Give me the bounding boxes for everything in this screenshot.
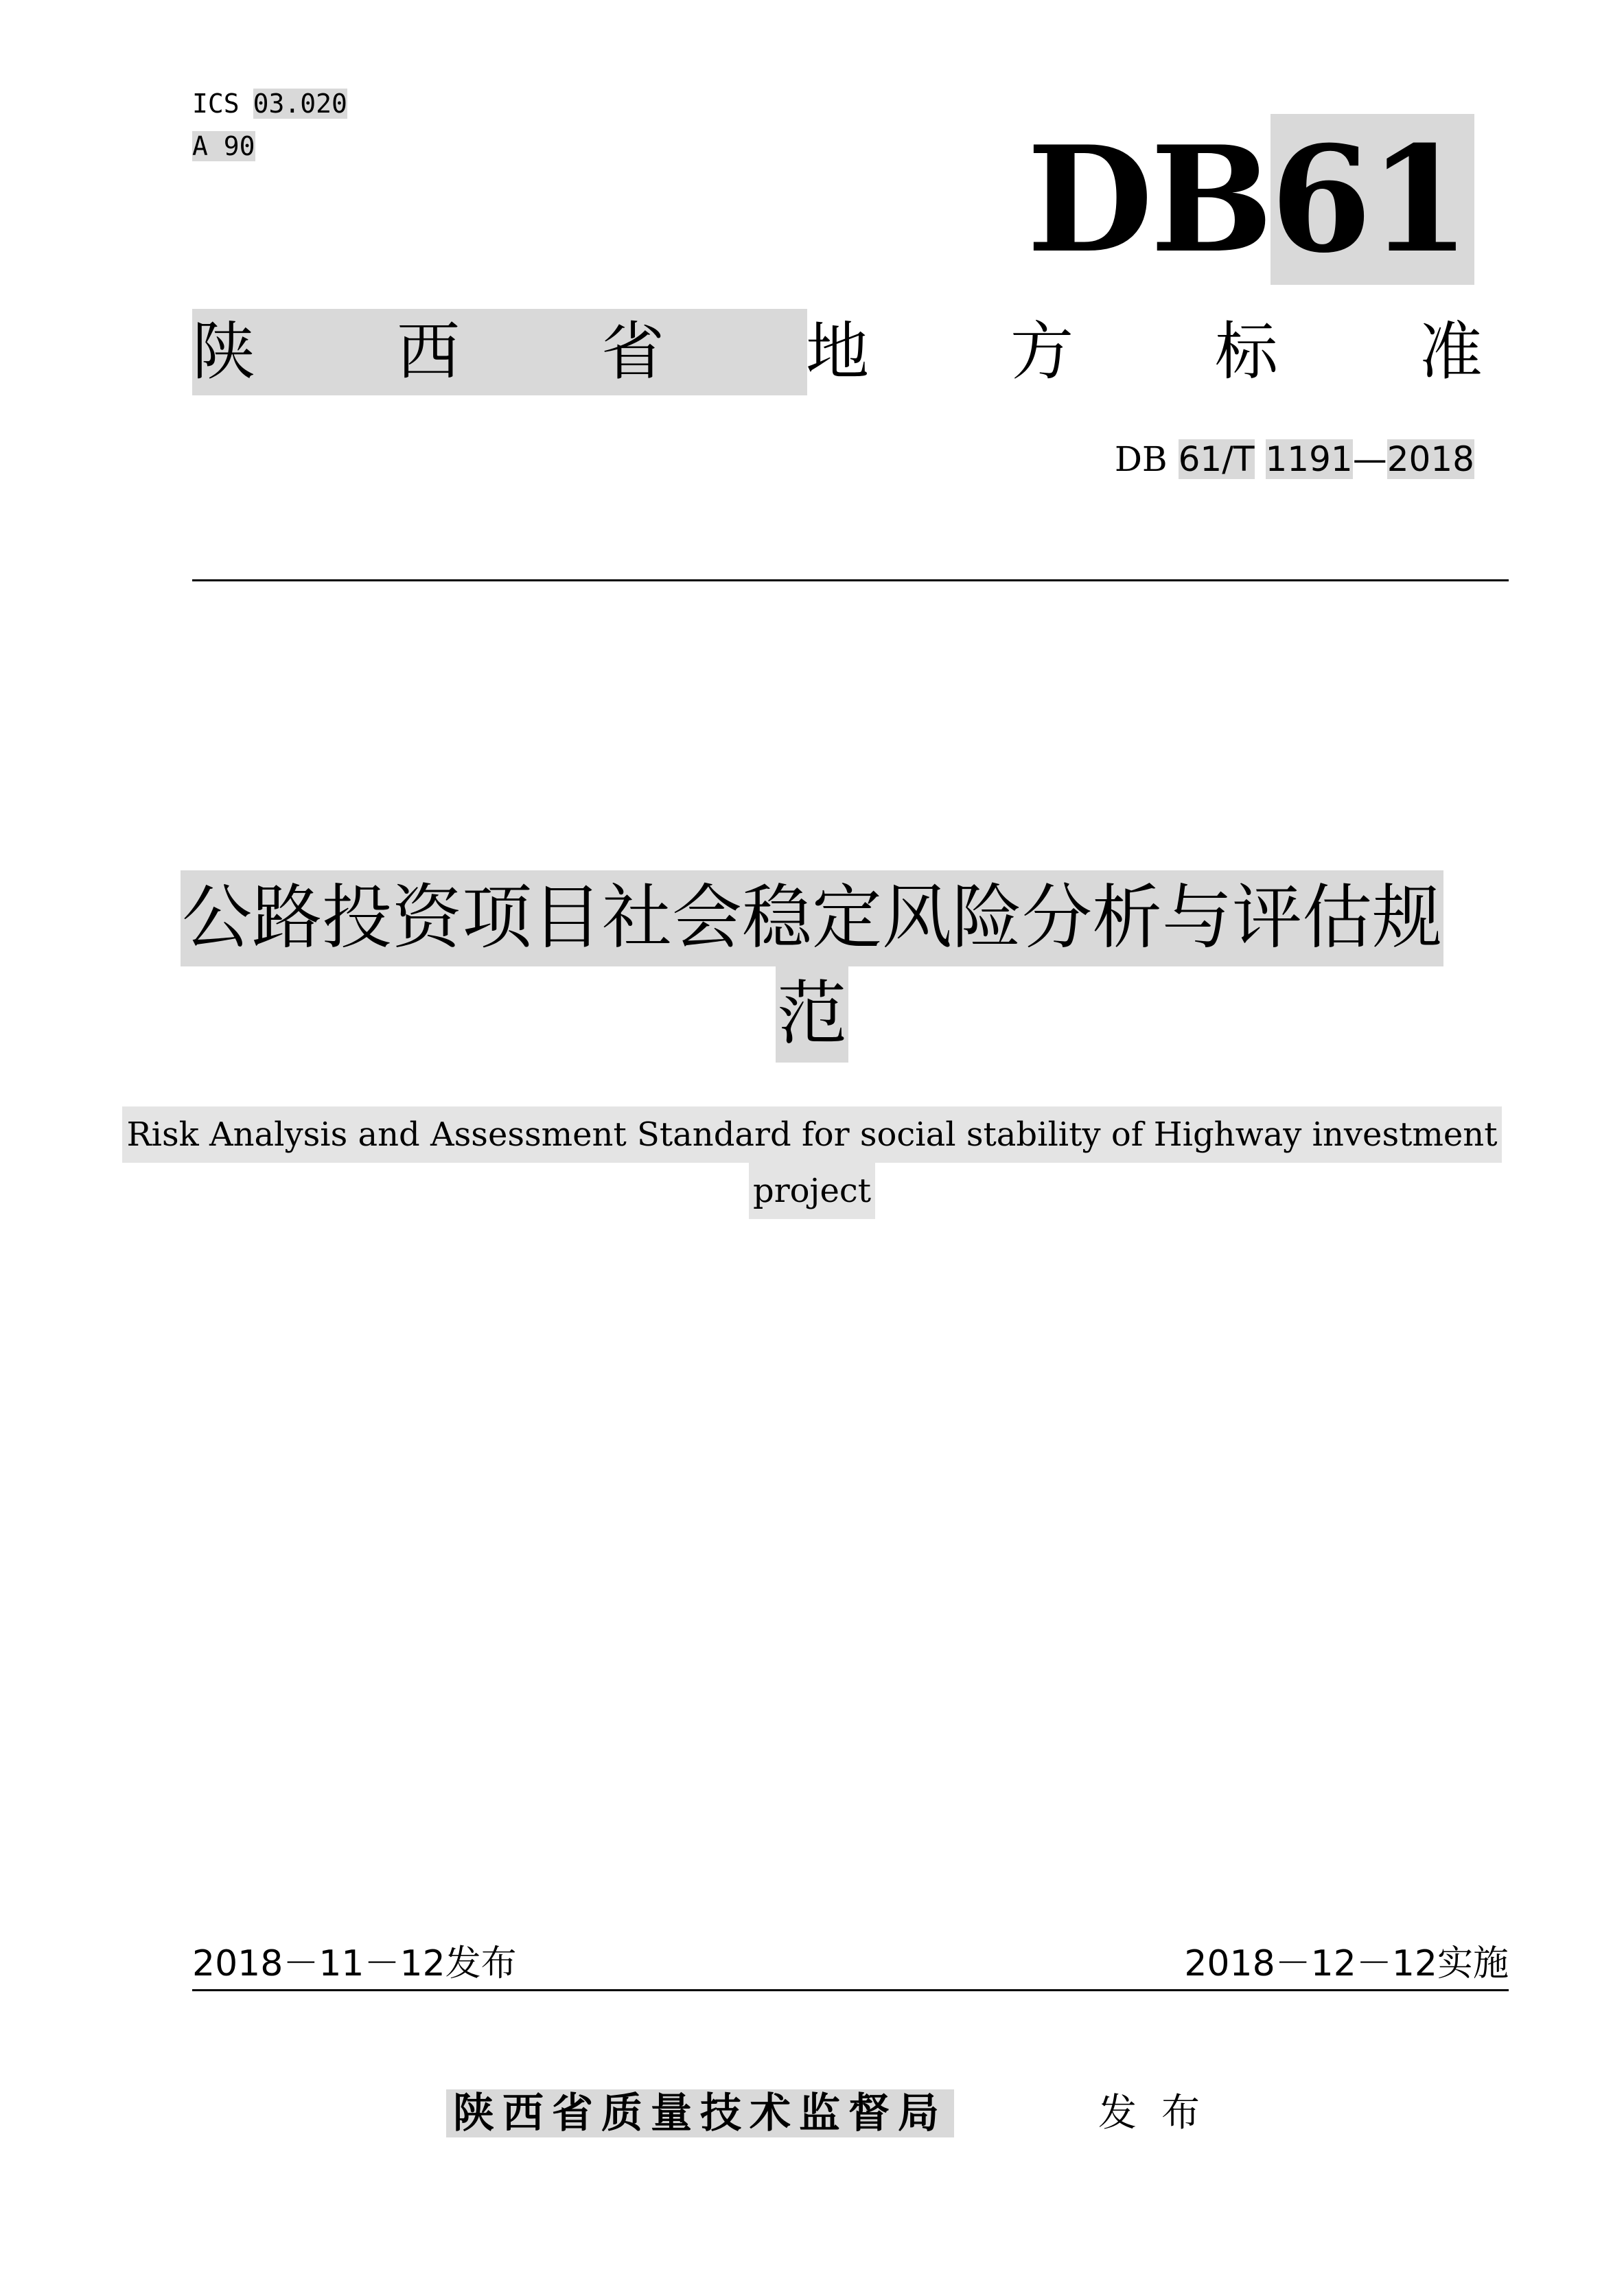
authority-name: 陕西省质量技术监督局 — [446, 2089, 954, 2137]
ics-code-line — [192, 82, 347, 125]
standard-type-char: 地 — [805, 315, 869, 389]
standard-type-char: 标 — [1214, 315, 1278, 389]
std-number-year: 2018 — [1387, 439, 1474, 479]
standard-number — [1115, 435, 1474, 483]
logo-prefix: DB — [1026, 114, 1271, 285]
ics-label: ICS — [192, 89, 240, 119]
std-number-dash: — — [1352, 439, 1387, 479]
implementation-date: 2018－12－12实施 — [1184, 1943, 1509, 1984]
standard-type-char: 陕 — [192, 315, 256, 389]
footer-divider — [192, 1989, 1509, 1991]
std-number-number: 1191 — [1265, 439, 1353, 479]
std-number-prefix: DB — [1114, 439, 1168, 479]
chinese-title — [0, 870, 1624, 1063]
issuing-authority — [446, 2083, 954, 2144]
ccs-code: A 90 — [192, 131, 255, 161]
standard-type-char: 省 — [601, 315, 664, 389]
standard-type-char: 方 — [1010, 315, 1074, 389]
standard-type-highlight — [192, 309, 807, 395]
standard-type-char: 西 — [396, 315, 460, 389]
publish-label: 发布 — [1098, 2091, 1225, 2135]
chinese-title-line-1: 公路投资项目社会稳定风险分析与评估规 — [181, 870, 1443, 966]
english-title — [0, 1106, 1624, 1219]
std-number-code: 61/T — [1178, 439, 1255, 479]
english-title-line-2: project — [749, 1163, 875, 1219]
ccs-code-line — [192, 125, 347, 167]
issue-date: 2018－11－12发布 — [192, 1943, 517, 1984]
chinese-title-line-2: 范 — [776, 966, 848, 1063]
ics-code: 03.020 — [253, 89, 347, 119]
db-logo — [1026, 114, 1474, 285]
english-title-line-1: Risk Analysis and Assessment Standard for social stability of Highway investment — [122, 1106, 1501, 1163]
logo-number: 61 — [1271, 114, 1474, 285]
header-divider — [192, 579, 1509, 581]
standard-type-heading — [192, 308, 1483, 397]
classification-codes — [192, 82, 347, 167]
standard-type-char: 准 — [1419, 315, 1483, 389]
